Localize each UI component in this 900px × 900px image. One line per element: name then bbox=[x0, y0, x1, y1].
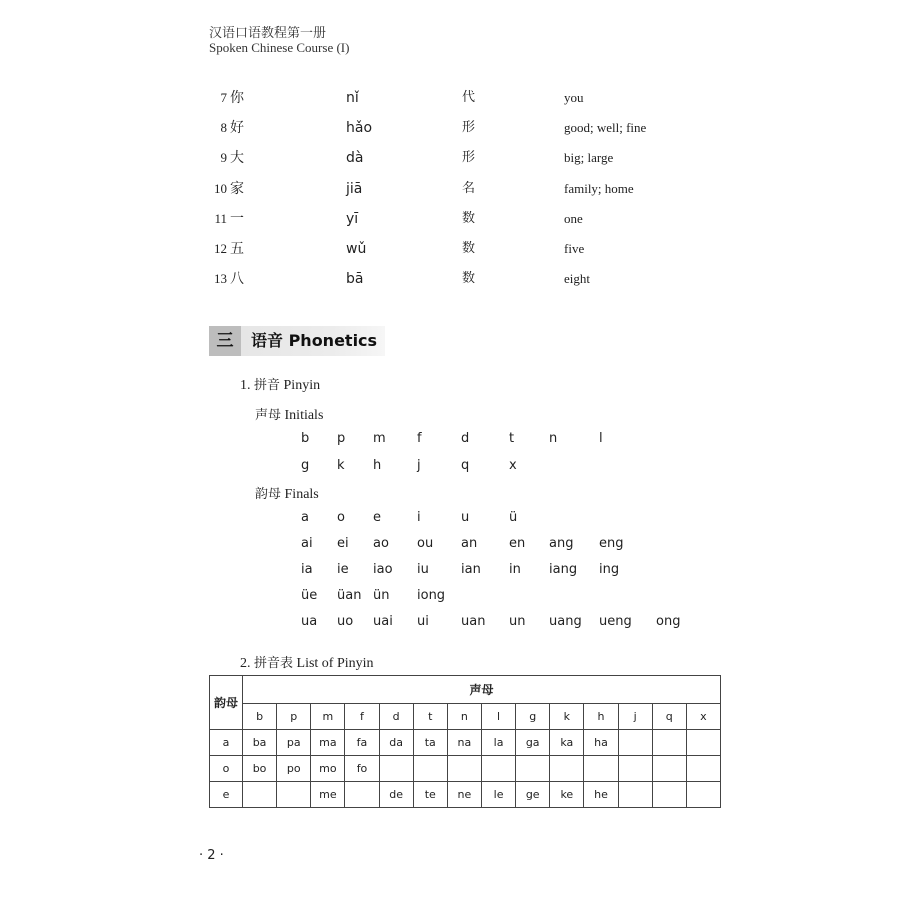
table-cell: ne bbox=[447, 782, 481, 808]
table-final-header: o bbox=[210, 756, 243, 782]
table-cell bbox=[652, 756, 686, 782]
final-item: uang bbox=[549, 614, 582, 629]
table-cell bbox=[447, 756, 481, 782]
vocab-number: 10 bbox=[214, 180, 227, 196]
vocab-pinyin: wǔ bbox=[346, 241, 367, 257]
table-cell: la bbox=[481, 730, 515, 756]
vocab-number: 13 bbox=[214, 271, 227, 287]
table-cell: ma bbox=[311, 730, 345, 756]
table-initial-header: m bbox=[311, 704, 345, 730]
final-item: ueng bbox=[599, 614, 632, 629]
table-initial-header: n bbox=[447, 704, 481, 730]
table-initial-header: b bbox=[243, 704, 277, 730]
final-item: uai bbox=[373, 614, 393, 629]
vocab-pinyin: bā bbox=[346, 271, 364, 288]
table-initial-header: l bbox=[481, 704, 515, 730]
table-cell bbox=[618, 782, 652, 808]
table-cell: po bbox=[277, 756, 311, 782]
vocab-row bbox=[0, 269, 900, 293]
final-item: an bbox=[461, 536, 478, 551]
final-item: eng bbox=[599, 536, 624, 551]
vocab-meaning: family; home bbox=[564, 180, 634, 196]
final-item: ie bbox=[337, 562, 349, 577]
final-row bbox=[0, 536, 900, 556]
final-item: uo bbox=[337, 614, 354, 629]
initial-item: h bbox=[373, 457, 382, 473]
initial-item: g bbox=[301, 457, 310, 473]
initial-item: x bbox=[509, 457, 517, 473]
table-cell bbox=[516, 756, 550, 782]
vocab-character: 大 bbox=[230, 150, 244, 167]
final-item: ün bbox=[373, 588, 390, 603]
pinyin-heading: 1. 拼音 Pinyin bbox=[240, 378, 321, 393]
final-row bbox=[0, 588, 900, 608]
vocab-row bbox=[0, 148, 900, 172]
table-group-label: 声母 bbox=[243, 676, 721, 704]
table-cell: ba bbox=[243, 730, 277, 756]
table-corner-label: 韵母 bbox=[210, 676, 243, 730]
vocab-character: 一 bbox=[230, 210, 244, 227]
initial-item: n bbox=[549, 431, 558, 446]
table-cell: te bbox=[413, 782, 447, 808]
table-cell: pa bbox=[277, 730, 311, 756]
final-item: un bbox=[509, 614, 526, 629]
vocab-number: 7 bbox=[220, 90, 227, 105]
vocab-number: 9 bbox=[220, 150, 227, 166]
table-cell bbox=[584, 756, 618, 782]
vocab-part-of-speech: 数 bbox=[462, 271, 476, 287]
table-cell bbox=[686, 782, 720, 808]
table-initial-header: q bbox=[652, 704, 686, 730]
final-item: üan bbox=[337, 588, 362, 603]
initial-row bbox=[0, 431, 900, 451]
final-item: iao bbox=[373, 562, 393, 577]
table-cell bbox=[618, 730, 652, 756]
initial-item: q bbox=[461, 457, 470, 473]
table-cell bbox=[379, 756, 413, 782]
table-cell bbox=[277, 782, 311, 808]
vocab-character: 五 bbox=[230, 241, 244, 257]
vocab-part-of-speech: 形 bbox=[462, 120, 476, 136]
vocab-meaning: big; large bbox=[564, 150, 614, 166]
vocab-row bbox=[0, 179, 900, 203]
table-cell bbox=[345, 782, 379, 808]
table-cell bbox=[652, 782, 686, 808]
running-header-english: Spoken Chinese Course (I) bbox=[209, 40, 350, 55]
vocab-part-of-speech: 数 bbox=[462, 241, 476, 256]
pinyin-table-heading: 2. 拼音表 List of Pinyin bbox=[240, 656, 374, 671]
final-item: ong bbox=[656, 614, 681, 629]
final-row bbox=[0, 510, 900, 530]
table-row bbox=[210, 782, 721, 808]
vocab-pinyin: hǎo bbox=[346, 120, 373, 137]
section-header bbox=[209, 326, 385, 356]
table-initial-header: h bbox=[584, 704, 618, 730]
table-cell bbox=[686, 756, 720, 782]
table-cell bbox=[413, 756, 447, 782]
final-item: ang bbox=[549, 536, 574, 551]
final-item: iang bbox=[549, 562, 578, 577]
table-cell: ge bbox=[516, 782, 550, 808]
final-row bbox=[0, 614, 900, 634]
table-cell bbox=[243, 782, 277, 808]
table-cell bbox=[550, 756, 584, 782]
table-initial-header: g bbox=[516, 704, 550, 730]
final-item: e bbox=[373, 510, 381, 525]
final-item: a bbox=[301, 510, 309, 525]
initial-row bbox=[0, 458, 900, 478]
table-initials-row bbox=[210, 704, 721, 730]
final-item: ua bbox=[301, 614, 318, 629]
final-item: en bbox=[509, 536, 526, 551]
table-cell: fa bbox=[345, 730, 379, 756]
initial-item: d bbox=[461, 431, 470, 446]
vocab-part-of-speech: 形 bbox=[462, 150, 476, 166]
final-item: uan bbox=[461, 614, 486, 629]
vocab-character: 你 bbox=[230, 90, 244, 106]
final-item: ui bbox=[417, 614, 429, 629]
vocab-number: 12 bbox=[214, 241, 227, 256]
table-cell: ta bbox=[413, 730, 447, 756]
final-item: iu bbox=[417, 562, 429, 577]
final-item: ai bbox=[301, 536, 313, 551]
vocab-meaning: five bbox=[564, 241, 585, 256]
table-cell: de bbox=[379, 782, 413, 808]
vocab-row bbox=[0, 118, 900, 142]
vocab-number: 8 bbox=[220, 120, 227, 136]
vocab-pinyin: nǐ bbox=[346, 90, 359, 106]
pinyin-table bbox=[209, 675, 721, 808]
table-cell bbox=[686, 730, 720, 756]
table-cell: le bbox=[481, 782, 515, 808]
table-initial-header: t bbox=[413, 704, 447, 730]
table-initial-header: f bbox=[345, 704, 379, 730]
initial-item: j bbox=[417, 457, 421, 473]
final-item: ing bbox=[599, 562, 620, 577]
final-item: o bbox=[337, 510, 345, 525]
vocab-number: 11 bbox=[214, 210, 227, 226]
vocab-part-of-speech: 代 bbox=[462, 90, 476, 105]
vocab-part-of-speech: 名 bbox=[462, 180, 476, 196]
vocab-character: 家 bbox=[230, 180, 244, 197]
page-number: · 2 · bbox=[199, 848, 224, 863]
table-row bbox=[210, 730, 721, 756]
section-title: 语音 Phonetics bbox=[251, 331, 378, 350]
initial-item: l bbox=[599, 431, 603, 446]
table-initial-header: p bbox=[277, 704, 311, 730]
running-header-chinese: 汉语口语教程第一册 bbox=[209, 26, 327, 41]
final-item: ou bbox=[417, 536, 434, 551]
vocab-pinyin: jiā bbox=[346, 180, 363, 197]
vocab-meaning: good; well; fine bbox=[564, 120, 647, 136]
final-item: ei bbox=[337, 536, 349, 551]
final-item: üe bbox=[301, 588, 318, 603]
table-cell bbox=[652, 730, 686, 756]
table-cell: he bbox=[584, 782, 618, 808]
vocab-row bbox=[0, 239, 900, 263]
initial-item: b bbox=[301, 431, 310, 446]
vocab-meaning: you bbox=[564, 90, 584, 105]
vocab-character: 好 bbox=[230, 120, 244, 137]
table-final-header: a bbox=[210, 730, 243, 756]
vocab-character: 八 bbox=[230, 271, 244, 288]
table-final-header: e bbox=[210, 782, 243, 808]
initial-item: k bbox=[337, 457, 345, 473]
table-cell: da bbox=[379, 730, 413, 756]
table-cell: bo bbox=[243, 756, 277, 782]
initial-item: p bbox=[337, 431, 346, 446]
final-item: ü bbox=[509, 510, 518, 525]
table-cell: me bbox=[311, 782, 345, 808]
final-item: ia bbox=[301, 562, 313, 577]
final-item: u bbox=[461, 510, 470, 525]
vocab-meaning: eight bbox=[564, 271, 590, 287]
table-row bbox=[210, 756, 721, 782]
section-number: 三 bbox=[209, 326, 241, 356]
vocab-part-of-speech: 数 bbox=[462, 210, 476, 226]
vocab-row bbox=[0, 209, 900, 233]
table-initial-header: j bbox=[618, 704, 652, 730]
table-cell: na bbox=[447, 730, 481, 756]
table-initial-header: k bbox=[550, 704, 584, 730]
initials-heading: 声母 Initials bbox=[255, 408, 324, 423]
table-cell: ha bbox=[584, 730, 618, 756]
table-cell: ka bbox=[550, 730, 584, 756]
vocab-meaning: one bbox=[564, 210, 583, 226]
final-item: i bbox=[417, 510, 421, 525]
table-initial-header: d bbox=[379, 704, 413, 730]
table-cell: ke bbox=[550, 782, 584, 808]
table-group-header-row bbox=[210, 676, 721, 704]
table-cell: ga bbox=[516, 730, 550, 756]
table-cell: mo bbox=[311, 756, 345, 782]
finals-heading: 韵母 Finals bbox=[255, 487, 319, 502]
final-item: ian bbox=[461, 562, 481, 577]
final-item: iong bbox=[417, 588, 446, 603]
vocab-row bbox=[0, 88, 900, 112]
table-cell bbox=[481, 756, 515, 782]
initial-item: t bbox=[509, 431, 515, 446]
initial-item: f bbox=[417, 431, 422, 446]
final-row bbox=[0, 562, 900, 582]
final-item: in bbox=[509, 562, 521, 577]
final-item: ao bbox=[373, 536, 389, 551]
vocab-pinyin: dà bbox=[346, 150, 364, 167]
table-initial-header: x bbox=[686, 704, 720, 730]
table-cell: fo bbox=[345, 756, 379, 782]
initial-item: m bbox=[373, 431, 386, 446]
table-cell bbox=[618, 756, 652, 782]
vocab-pinyin: yī bbox=[346, 210, 359, 227]
